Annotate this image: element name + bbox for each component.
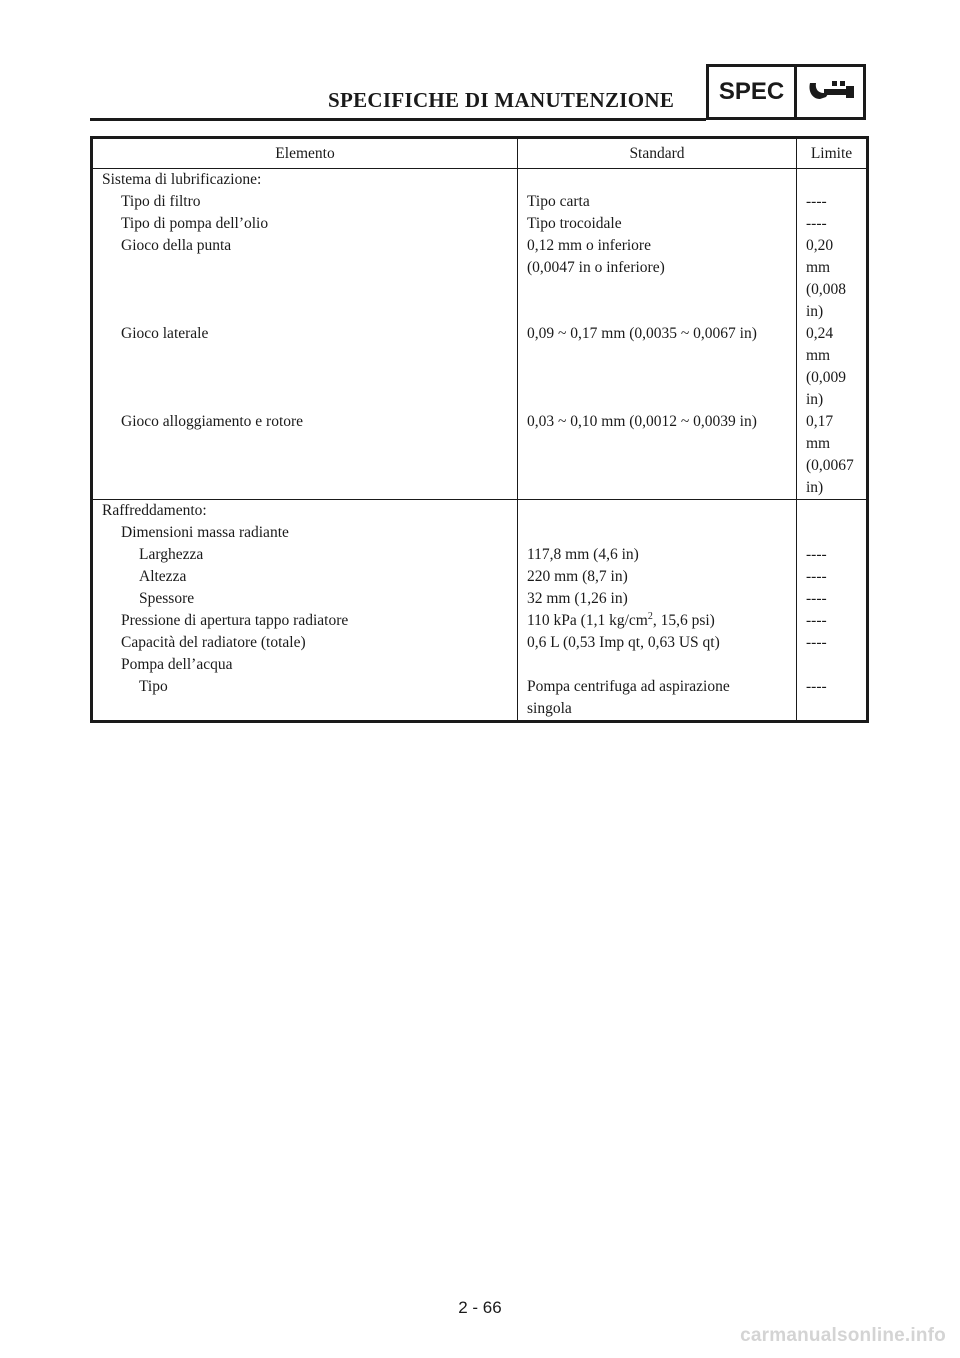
column-header-item: Elemento xyxy=(92,138,518,169)
row-limit: ---- xyxy=(806,612,827,629)
row-standard xyxy=(518,235,797,323)
table-row xyxy=(92,676,868,722)
pressure-superscript: 2 xyxy=(647,610,653,622)
row-standard-line1: Pompa centrifuga ad aspirazione xyxy=(527,678,730,695)
row-standard: 220 mm (8,7 in) xyxy=(518,566,797,588)
row-standard: 117,8 mm (4,6 in) xyxy=(518,544,797,566)
row-limit xyxy=(797,235,868,323)
row-limit-line1: 0,24 mm xyxy=(806,325,834,364)
column-header-standard: Standard xyxy=(518,138,797,169)
row-limit-line1: 0,20 mm xyxy=(806,237,834,276)
group-heading: Raffreddamento: xyxy=(92,500,518,523)
table-row xyxy=(92,566,868,588)
table-row xyxy=(92,632,868,654)
table-row xyxy=(92,235,868,323)
row-standard-line2: (0,0047 in o inferiore) xyxy=(527,259,665,276)
row-standard: 0,03 ~ 0,10 mm (0,0012 ~ 0,0039 in) xyxy=(518,411,797,500)
row-item: Spessore xyxy=(92,588,518,610)
spec-badge xyxy=(706,64,866,120)
row-limit: ---- xyxy=(806,193,827,210)
row-limit: ---- xyxy=(806,568,827,585)
row-standard: Tipo carta xyxy=(518,191,797,213)
row-standard-line2: singola xyxy=(527,700,572,717)
row-limit: ---- xyxy=(806,546,827,563)
row-item: Larghezza xyxy=(92,544,518,566)
table-row xyxy=(92,411,868,500)
row-limit-line1: 0,17 mm xyxy=(806,413,834,452)
row-item: Gioco laterale xyxy=(92,323,518,411)
pressure-value-a: 110 kPa (1,1 kg/cm xyxy=(527,612,648,629)
table-row xyxy=(92,213,868,235)
row-limit-line2: (0,009 in) xyxy=(806,369,847,408)
row-standard xyxy=(518,610,797,632)
page-number: 2 - 66 xyxy=(458,1298,502,1317)
header-rule xyxy=(90,118,706,121)
page-title: SPECIFICHE DI MANUTENZIONE xyxy=(328,88,675,112)
row-standard: 0,6 L (0,53 Imp qt, 0,63 US qt) xyxy=(518,632,797,654)
row-item: Tipo di filtro xyxy=(92,191,518,213)
subgroup-heading: Pompa dell’acqua xyxy=(92,654,518,676)
row-limit-line2: (0,008 in) xyxy=(806,281,847,320)
table-row xyxy=(92,610,868,632)
row-item: Gioco alloggiamento e rotore xyxy=(92,411,518,500)
row-item: Tipo xyxy=(92,676,518,722)
subgroup-heading: Dimensioni massa radiante xyxy=(92,522,518,544)
table-row xyxy=(92,191,868,213)
table-row xyxy=(92,522,868,544)
row-item: Capacità del radiatore (totale) xyxy=(92,632,518,654)
lubrication-group xyxy=(92,169,868,500)
group-heading: Sistema di lubrificazione: xyxy=(92,169,518,192)
row-limit: ---- xyxy=(806,215,827,232)
pressure-value-b: , 15,6 psi) xyxy=(652,612,715,629)
row-standard-line1: 0,12 mm o inferiore xyxy=(527,237,651,254)
table-row xyxy=(92,500,868,523)
row-item: Pressione di apertura tappo radiatore xyxy=(92,610,518,632)
row-item: Gioco della punta xyxy=(92,235,518,323)
row-standard xyxy=(518,676,797,722)
row-item: Tipo di pompa dell’olio xyxy=(92,213,518,235)
row-standard: 0,09 ~ 0,17 mm (0,0035 ~ 0,0067 in) xyxy=(518,323,797,411)
spec-table xyxy=(90,136,869,723)
wrench-icon xyxy=(797,67,863,117)
table-row xyxy=(92,654,868,676)
row-standard: 32 mm (1,26 in) xyxy=(518,588,797,610)
table-row xyxy=(92,544,868,566)
row-item: Altezza xyxy=(92,566,518,588)
row-limit xyxy=(797,411,868,500)
spec-label: SPEC xyxy=(709,67,797,117)
watermark: carmanualsonline.info xyxy=(740,1325,946,1346)
row-limit: ---- xyxy=(806,590,827,607)
table-header-row xyxy=(92,138,868,169)
table-row xyxy=(92,169,868,192)
column-header-limit: Limite xyxy=(797,138,868,169)
row-limit: ---- xyxy=(806,634,827,651)
row-limit xyxy=(797,323,868,411)
table-row xyxy=(92,323,868,411)
row-standard: Tipo trocoidale xyxy=(518,213,797,235)
table-row xyxy=(92,588,868,610)
row-limit-line2: (0,0067 in) xyxy=(806,457,854,496)
row-limit: ---- xyxy=(806,678,827,695)
cooling-group xyxy=(92,500,868,722)
